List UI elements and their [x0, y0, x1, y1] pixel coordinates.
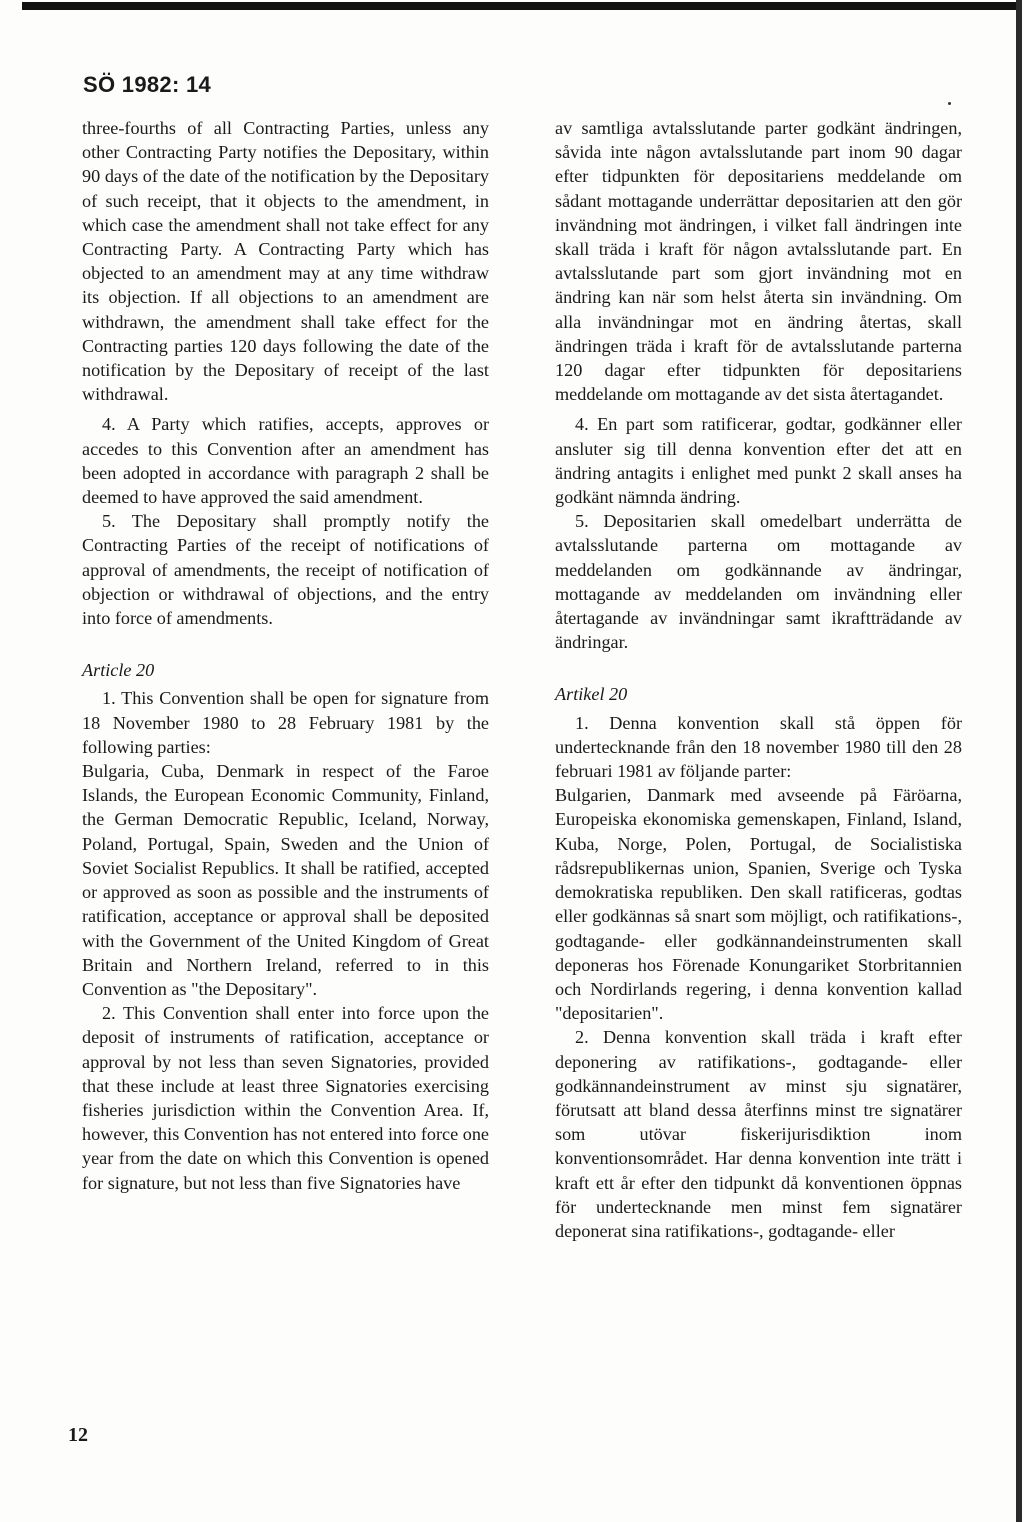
english-article-heading: Article 20 — [82, 660, 155, 681]
english-article-20-paragraph-2: 2. This Convention shall enter into force upon the deposit of instruments of ratification, acceptance or approval by not less than seven Signatories, provided that these include at least three Signatories exercising fisheries jurisdiction within the Convention Area. If, however, this Convention has not entered into force one year from the date on which this Convention is opened for signature, but not less than five Signatories have — [82, 1003, 489, 1193]
swedish-paragraph-4: 4. En part som ratificerar, godtar, godkänner eller ansluter sig till denna konvention efter det att en ändring antagits i enlighet med punkt 2 skall anses ha godkänt nämnda ändring. — [555, 414, 962, 508]
english-column — [82, 116, 489, 1195]
english-paragraph-continuation: three-fourths of all Contracting Parties, unless any other Contracting Party notifies the Depositary, within 90 days of the date of the notification by the Depositary of such receipt, that it objects to the amendment, in which case the amendment shall not take effect for any Contracting Party. A Contracting Party which has objected to an amendment may at any time withdraw its objection. If all objections to an amendment are withdrawn, the amendment shall take effect for the Contracting parties 120 days following the date of the notification by the Depositary of receipt of the last withdrawal. — [82, 118, 489, 405]
english-paragraph-4: 4. A Party which ratifies, accepts, approves or accedes to this Convention after an amendment has been adopted in accordance with paragraph 2 shall be deemed to have approved the said amendment. — [82, 414, 489, 508]
swedish-paragraph-5: 5. Depositarien skall omedelbart underrätta de avtalsslutande parterna om mottagande av meddelanden om godkännande av ändringar, mottagande av meddelanden om invändning eller återtagande av invändningar samt ikraftträdande av ändringar. — [555, 511, 962, 653]
english-article-20-party-list: Bulgaria, Cuba, Denmark in respect of the Faroe Islands, the European Economic Community, Finland, the German Democratic Republic, Iceland, Norway, Poland, Portugal, Spain, Sweden and the Union of Soviet Socialist Republics. It shall be ratified, accepted or approved as soon as possible and the instruments of ratification, acceptance or approval shall be deposited with the Government of the United Kingdom of Great Britain and Northern Ireland, referred to in this Convention as "the Depositary". — [82, 761, 489, 999]
english-article-20-paragraph-1: 1. This Convention shall be open for signature from 18 November 1980 to 28 February 1981 by the following parties: — [82, 688, 489, 757]
swedish-article-heading: Artikel 20 — [555, 684, 628, 705]
swedish-article-20-paragraph-1: 1. Denna konvention skall stå öppen för undertecknande från den 18 november 1980 till den 28 februari 1981 av följande parter: — [555, 712, 962, 782]
running-head: SÖ 1982: 14 — [83, 72, 212, 97]
page-number: 12 — [68, 1424, 88, 1446]
swedish-article-20-paragraph-2: 2. Denna konvention skall träda i kraft efter deponering av ratifikations-, godtagande- eller godkännandeinstrument av minst sju signatärer, förutsatt att bland dessa återfinns minst tre signatärer som utövar fiskerijurisdiktion inom konventionsområdet. Har denna konvention inte trätt i kraft ett år efter den tidpunkt då konventionen öppnas för undertecknande men minst fem signatärer deponerat sina ratifikations-, godtagande- eller — [555, 1027, 962, 1241]
english-paragraph-5: 5. The Depositary shall promptly notify the Contracting Parties of the receipt of notifications of approval of amendments, the receipt of notification of objection or withdrawal of objections, and the entry into force of amendments. — [82, 511, 489, 629]
swedish-article-20-party-list: Bulgarien, Danmark med avseende på Färöarna, Europeiska ekonomiska gemenskapen, Finland, Island, Kuba, Norge, Polen, Portugal, de Socialistiska rådsrepublikernas union, Spanien, Sverige och Tyska demokratiska republiken. Den skall ratificeras, godtas eller godkännas så snart som möjligt, och ratifikations-, godtagande- eller godkännandeinstrumenten skall deponeras hos Förenade Konungariket Storbritannien och Nordirlands regering, i denna konvention kallad "depositarien". — [555, 785, 962, 1024]
swedish-column — [555, 116, 962, 1243]
right-scan-edge — [1016, 0, 1022, 1522]
top-border-rule — [22, 2, 1018, 10]
swedish-paragraph-continuation: av samtliga avtalsslutande parter godkänt ändringen, såvida inte någon avtalsslutande part inom 90 dagar efter tidpunkten för depositariens meddelande om sådant mottagande underrättar depositarien att den gör invändning mot ändringen, i vilket fall ändringen inte skall träda i kraft för någon avtalsslutande part. En avtalsslutande part som gjort invändning mot en ändring kan när som helst återta sin invändning. Om alla invändningar mot en ändring återtas, skall ändringen träda i kraft för de avtalsslutande parterna 120 dagar efter tidpunkten för depositariens meddelande om mottagande av det sista återtagandet. — [555, 118, 962, 405]
scan-speck — [948, 102, 951, 105]
